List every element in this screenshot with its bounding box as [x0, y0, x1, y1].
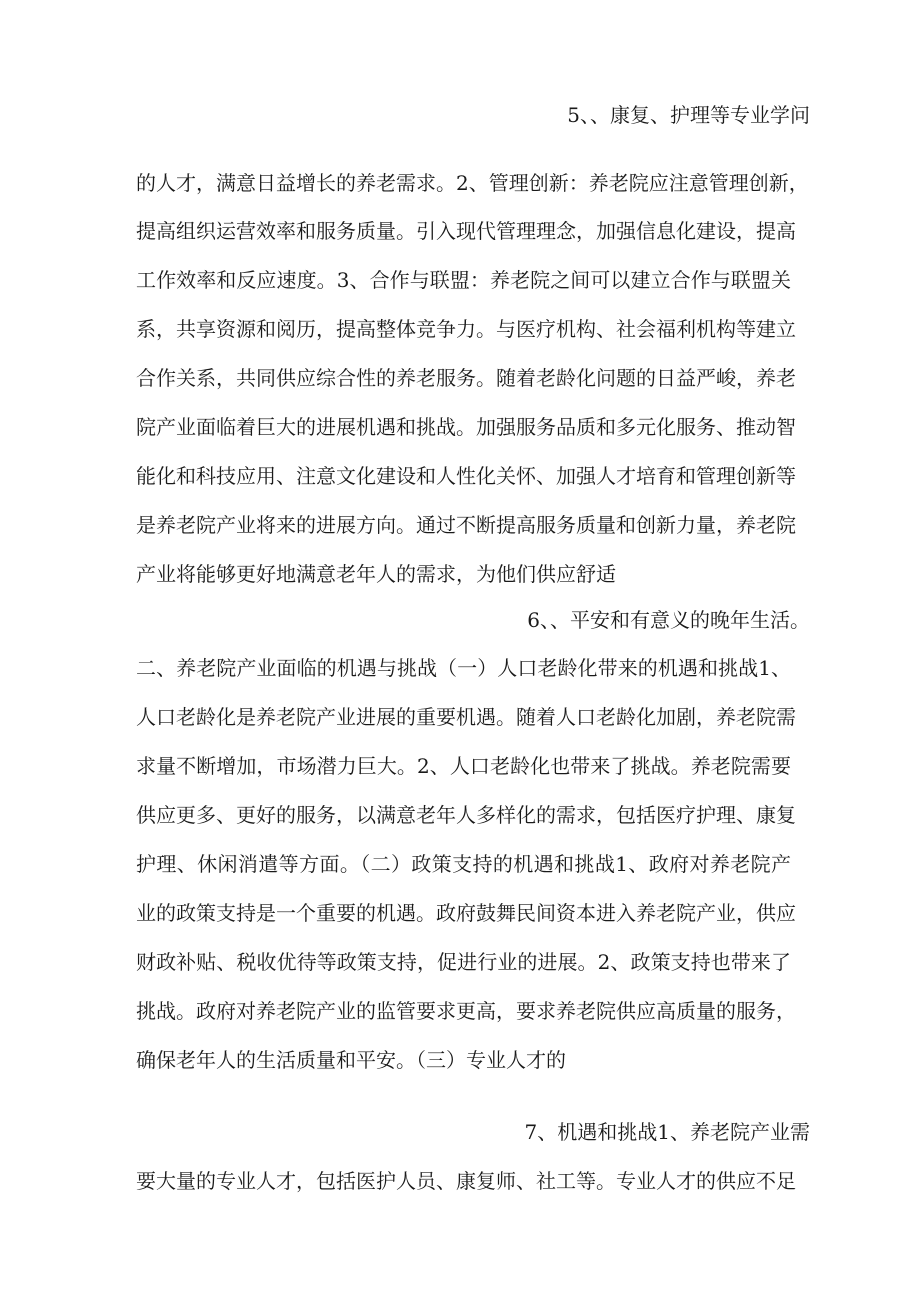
text-line: 求量不断增加，市场潜力巨大。2、人口老龄化也带来了挑战。养老院需要: [136, 754, 791, 778]
text-line: 护理、休闲消遣等方面。（二）政策支持的机遇和挑战1、政府对养老院产: [136, 852, 791, 876]
text-line: 工作效率和反应速度。3、合作与联盟：养老院之间可以建立合作与联盟关: [136, 268, 791, 292]
text-line: 供应更多、更好的服务，以满意老年人多样化的需求，包括医疗护理、康复: [136, 803, 796, 827]
text-line: 院产业面临着巨大的进展机遇和挑战。加强服务品质和多元化服务、推动智: [136, 415, 796, 439]
text-line: 合作关系，共同供应综合性的养老服务。随着老龄化问题的日益严峻，养老: [136, 366, 796, 390]
text-line: 挑战。政府对养老院产业的监管要求更高，要求养老院供应高质量的服务，: [136, 999, 796, 1023]
section-5-heading: 5、、康复、护理等专业学问: [567, 103, 810, 127]
text-line: 提高组织运营效率和服务质量。引入现代管理理念，加强信息化建设，提高: [136, 219, 796, 243]
text-line: 系，共享资源和阅历，提高整体竞争力。与医疗机构、社会福利机构等建立: [136, 317, 796, 341]
text-line: 二、养老院产业面临的机遇与挑战（一）人口老龄化带来的机遇和挑战1、: [136, 656, 791, 680]
text-line: 业的政策支持是一个重要的机遇。政府鼓舞民间资本进入养老院产业，供应: [136, 901, 796, 925]
section-6-heading: 6、、平安和有意义的晚年生活。: [527, 608, 810, 632]
text-line: 产业将能够更好地满意老年人的需求，为他们供应舒适: [136, 562, 616, 586]
text-line: 确保老年人的生活质量和平安。（三）专业人才的: [136, 1048, 566, 1072]
text-line: 的人才，满意日益增长的养老需求。2、管理创新：养老院应注意管理创新，: [136, 171, 809, 195]
text-line: 财政补贴、税收优待等政策支持，促进行业的进展。2、政策支持也带来了: [136, 950, 791, 974]
section-7-heading: 7、机遇和挑战1、养老院产业需: [524, 1120, 810, 1144]
text-line: 人口老龄化是养老院产业进展的重要机遇。随着人口老龄化加剧，养老院需: [136, 705, 796, 729]
text-line: 是养老院产业将来的进展方向。通过不断提高服务质量和创新力量，养老院: [136, 513, 796, 537]
text-line: 能化和科技应用、注意文化建设和人性化关怀、加强人才培育和管理创新等: [136, 464, 796, 488]
text-line: 要大量的专业人才，包括医护人员、康复师、社工等。专业人才的供应不足: [136, 1169, 796, 1193]
